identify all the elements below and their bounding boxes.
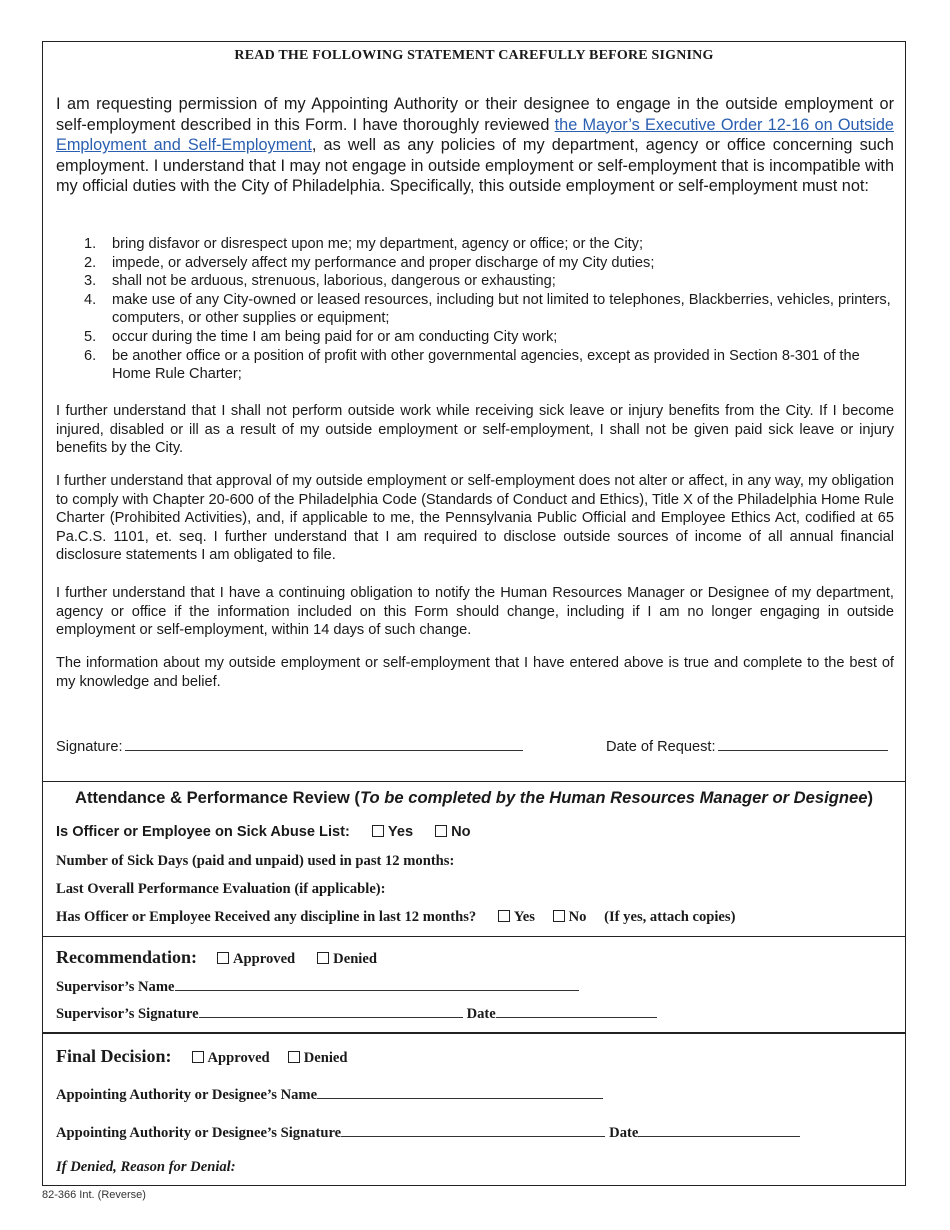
list-item-text: impede, or adversely affect my performance and proper discharge of my City duties; (112, 254, 655, 271)
intro-text-start: I am requesting permission of my Appointing Authority or their designee to engage in the outside employment or self-employment described in this Form. I have thoroughly reviewed (56, 95, 894, 134)
final-approved-checkbox[interactable] (192, 1051, 204, 1063)
date-of-request-field[interactable] (606, 736, 888, 755)
discipline-no-checkbox[interactable] (553, 910, 565, 922)
statement-section (43, 42, 905, 782)
sick-days-row[interactable] (56, 853, 454, 870)
supervisor-name-field[interactable] (56, 976, 579, 996)
recommendation-label: Recommendation: (56, 947, 197, 967)
final-denied-label: Denied (303, 1050, 348, 1066)
date-of-request-label: Date of Request: (606, 739, 716, 755)
final-decision-section (43, 1034, 905, 1185)
evaluation-label: Last Overall Performance Evaluation (if applicable): (56, 881, 386, 897)
list-item-number: 4. (84, 291, 97, 308)
ethics-paragraph: I further understand that approval of my outside employment or self-employment does not alter or affect, in any way, my obligation to comply with Chapter 20-600 of the Philadelphia Code (Standards of Conduct and Ethics), Title X of the Philadelphia Home Rule Charter (Prohibited Activities), and, if applicable to me, the Pennsylvania Public Official and Employee Ethics Act, codified at 65 Pa.C.S. 1101, et. seq. I further understand that I am required to disclose outside sources of income of all annual financial disclosure statements I am obligated to file. (56, 473, 895, 564)
sick-abuse-label: Is Officer or Employee on Sick Abuse List: (56, 824, 350, 840)
sick-abuse-row (56, 824, 471, 840)
discipline-label: Has Officer or Employee Received any discipline in last 12 months? (56, 909, 477, 925)
sick-abuse-yes-checkbox[interactable] (372, 825, 384, 837)
list-item-text: make use of any City-owned or leased resources, including but not limited to telephones, Blackberries, vehicles, printers, computers, or other supplies or equipment; (112, 291, 891, 327)
sick-days-label: Number of Sick Days (paid and unpaid) used in past 12 months: (56, 853, 455, 869)
form-footer: 82-366 Int. (Reverse) (42, 1189, 146, 1201)
recommendation-row (56, 947, 377, 968)
discipline-yes-label: Yes (513, 909, 535, 925)
list-item (56, 235, 894, 254)
supervisor-name-label: Supervisor’s Name (56, 979, 175, 995)
notification-paragraph: I further understand that I have a continuing obligation to notify the Human Resources Manager or Designee of my department, agency or office if the information included on this Form should change, including if I am no longer engaging in outside employment or self-employment, within 14 days of such change. (56, 585, 894, 639)
list-item (56, 347, 894, 384)
evaluation-row[interactable] (56, 881, 386, 898)
list-item (56, 272, 894, 291)
authority-signature-label: Appointing Authority or Designee’s Signature (56, 1125, 342, 1141)
authority-date-line[interactable] (638, 1122, 800, 1137)
attestation-paragraph: The information about my outside employment or self-employment that I have entered above is true and complete to the best of my knowledge and belief. (56, 655, 894, 690)
signature-field[interactable] (56, 736, 523, 755)
form-frame (42, 41, 906, 1186)
list-item-number: 5. (84, 328, 97, 345)
list-item-text: occur during the time I am being paid for or am conducting City work; (112, 328, 558, 345)
discipline-row (56, 909, 735, 926)
list-item-number: 2. (84, 254, 97, 271)
list-item-number: 6. (84, 347, 97, 364)
list-item-number: 3. (84, 273, 97, 290)
denial-reason-label: If Denied, Reason for Denial: (56, 1159, 236, 1175)
list-item (56, 328, 894, 347)
final-denied-checkbox[interactable] (288, 1051, 300, 1063)
executive-order-link[interactable]: the Mayor’s Executive Order 12-16 on Outside Employment and Self-Employment (56, 115, 894, 155)
authority-signature-line[interactable] (341, 1122, 605, 1137)
authority-name-line[interactable] (317, 1084, 603, 1099)
statement-heading: READ THE FOLLOWING STATEMENT CAREFULLY BEFORE SIGNING (234, 48, 714, 63)
recommendation-section (43, 937, 905, 1034)
final-decision-label: Final Decision: (56, 1046, 172, 1066)
review-title-prefix: Attendance & Performance Review ( (75, 788, 360, 807)
supervisor-signature-line[interactable] (199, 1003, 463, 1018)
review-title-italic: To be completed by the Human Resources Manager or Designee (359, 788, 868, 807)
authority-signature-field (56, 1122, 800, 1142)
authority-name-field[interactable] (56, 1084, 603, 1104)
list-item (56, 254, 894, 273)
list-item-text: shall not be arduous, strenuous, laborious, dangerous or exhausting; (112, 273, 556, 290)
discipline-yes-checkbox[interactable] (498, 910, 510, 922)
recommendation-approved-label: Approved (232, 951, 296, 967)
discipline-no-label: No (568, 909, 587, 925)
intro-text-end: , as well as any policies of my department, agency or office concerning such employment. I understand that I may not engage in outside employment or self-employment that is incompatible with my official duties with the City of Philadelphia. Specifically, this outside employment or self-employment must not: (56, 136, 895, 196)
list-item-number: 1. (84, 236, 97, 252)
authority-name-label: Appointing Authority or Designee’s Name (56, 1087, 318, 1103)
sick-abuse-no-label: No (451, 824, 471, 840)
discipline-note: (If yes, attach copies) (604, 909, 736, 925)
denial-reason-field[interactable] (56, 1159, 236, 1176)
review-title (43, 788, 905, 808)
review-title-suffix: ) (867, 788, 873, 807)
attendance-review-section (43, 782, 905, 937)
recommendation-denied-checkbox[interactable] (317, 952, 329, 964)
authority-date-label: Date (609, 1125, 639, 1141)
intro-paragraph (56, 94, 894, 197)
supervisor-signature-label: Supervisor’s Signature (56, 1006, 199, 1022)
list-item (56, 291, 894, 328)
list-item-text: bring disfavor or disrespect upon me; my department, agency or office; or the City; (112, 236, 644, 252)
supervisor-name-line[interactable] (175, 976, 579, 991)
date-of-request-line[interactable] (718, 736, 888, 751)
supervisor-signature-field (56, 1003, 657, 1023)
recommendation-approved-checkbox[interactable] (217, 952, 229, 964)
sick-abuse-no-checkbox[interactable] (435, 825, 447, 837)
signature-label: Signature: (56, 739, 123, 755)
sick-leave-paragraph: I further understand that I shall not perform outside work while receiving sick leave or injury benefits from the City. If I become injured, disabled or ill as a result of my outside employment or self-employment, I shall not be given paid sick leave or injury benefits by the City. (56, 403, 894, 457)
list-item-text: be another office or a position of profit with other governmental agencies, except as provided in Section 8-301 of the Home Rule Charter; (112, 347, 860, 383)
recommendation-denied-label: Denied (333, 951, 377, 967)
supervisor-date-label: Date (466, 1006, 496, 1022)
final-approved-label: Approved (207, 1050, 270, 1066)
signature-line[interactable] (125, 736, 523, 751)
final-decision-row (56, 1046, 347, 1067)
restrictions-list (56, 235, 894, 384)
supervisor-date-line[interactable] (496, 1003, 657, 1018)
sick-abuse-yes-label: Yes (387, 824, 414, 840)
